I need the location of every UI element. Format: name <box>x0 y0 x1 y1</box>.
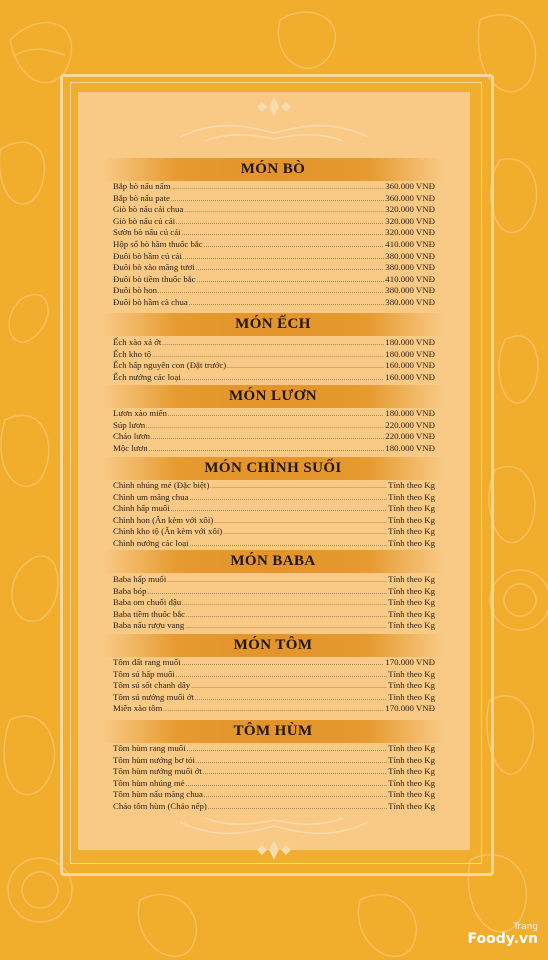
menu-item <box>113 538 435 550</box>
item-price: Tính theo Kg <box>388 766 435 777</box>
item-price: 360.000 VNĐ <box>385 181 435 191</box>
item-name: Giò bò nấu củ cải <box>113 215 176 226</box>
dot-leader <box>189 299 385 311</box>
item-name: Tôm sú sốt chanh dây <box>113 680 191 691</box>
item-price: 180.000 VNĐ <box>385 442 435 453</box>
item-price: 320.000 VNĐ <box>385 215 435 226</box>
item-price: Tính theo Kg <box>388 777 435 788</box>
item-price: Tính theo Kg <box>388 680 435 691</box>
item-name: Tôm hùm nướng muối ớt <box>113 766 202 777</box>
menu-item <box>113 597 435 609</box>
menu-item <box>113 586 435 598</box>
section-header-chinh-suoi <box>103 457 443 480</box>
menu-item <box>113 657 435 669</box>
menu-item <box>113 372 435 384</box>
item-price: 220.000 VNĐ <box>385 419 435 430</box>
item-price: Tính theo Kg <box>388 526 435 537</box>
dot-leader <box>183 253 384 265</box>
section-header-tom <box>103 634 443 657</box>
dot-leader <box>186 611 387 623</box>
top-ornament <box>0 95 548 150</box>
dot-leader <box>190 494 388 506</box>
menu-item <box>113 193 435 205</box>
item-name: Ếch kho tộ <box>113 348 152 359</box>
menu-item <box>113 778 435 790</box>
dot-leader <box>158 287 384 299</box>
dot-leader <box>196 264 385 276</box>
dot-leader <box>176 218 384 230</box>
item-price: Tính theo Kg <box>388 503 435 514</box>
dot-leader <box>187 745 388 757</box>
item-name: Tôm sú hấp muối <box>113 668 175 679</box>
item-price: 410.000 VNĐ <box>385 238 435 249</box>
item-name: Ếch hấp nguyên con (Đặt trước) <box>113 360 227 371</box>
dot-leader <box>191 682 387 694</box>
section-items-baba <box>113 574 435 632</box>
item-price: 160.000 VNĐ <box>385 360 435 371</box>
menu-item <box>113 443 435 455</box>
item-name: Hộp sổ bò hầm thuốc bắc <box>113 238 203 249</box>
item-name: Chình nướng các loại <box>113 537 189 548</box>
item-price: 320.000 VNĐ <box>385 227 435 238</box>
item-price: 380.000 VNĐ <box>385 285 435 296</box>
item-price: Tính theo Kg <box>388 537 435 548</box>
dot-leader <box>185 622 387 634</box>
item-price: Tính theo Kg <box>388 754 435 765</box>
menu-item <box>113 285 435 297</box>
item-name: Chình nhúng mẻ (Đặc biệt) <box>113 480 210 490</box>
item-price: Tính theo Kg <box>388 514 435 525</box>
dot-leader <box>196 757 387 769</box>
item-name: Đuôi bò xào măng tươi <box>113 262 195 273</box>
section-header-luon <box>103 385 443 408</box>
item-price: 320.000 VNĐ <box>385 204 435 215</box>
dot-leader <box>197 276 385 288</box>
item-name: Bắp bò nấu nấm <box>113 181 171 191</box>
watermark-line2: Foody.vn <box>467 931 538 947</box>
dot-leader <box>168 410 384 422</box>
dot-leader <box>227 362 384 374</box>
section-title: MÓN ẾCH <box>235 316 311 332</box>
item-name: Baba nấu rượu vang <box>113 620 185 631</box>
item-name: Baba om chuối đậu <box>113 597 182 608</box>
item-price: 180.000 VNĐ <box>385 348 435 359</box>
item-price: Tính theo Kg <box>388 620 435 631</box>
item-price: Tính theo Kg <box>388 608 435 619</box>
menu-item <box>113 480 435 492</box>
dot-leader <box>146 422 384 434</box>
item-name: Đuôi bò hầm củ cải <box>113 250 182 261</box>
item-price: Tính theo Kg <box>388 574 435 584</box>
menu-item <box>113 526 435 538</box>
item-price: 180.000 VNĐ <box>385 337 435 347</box>
dot-leader <box>182 374 385 386</box>
menu-item <box>113 227 435 239</box>
menu-item <box>113 360 435 372</box>
menu-item <box>113 766 435 778</box>
item-name: Đuôi bò hầm cà chua <box>113 296 188 307</box>
section-title: MÓN TÔM <box>233 637 313 653</box>
item-price: Tính theo Kg <box>388 480 435 490</box>
dot-leader <box>162 339 384 351</box>
section-title: MÓN BÒ <box>240 161 306 177</box>
dot-leader <box>182 599 387 611</box>
dot-leader <box>208 803 387 815</box>
dot-leader <box>184 206 384 218</box>
item-price: 380.000 VNĐ <box>385 296 435 307</box>
item-price: Tính theo Kg <box>388 585 435 596</box>
menu-item <box>113 574 435 586</box>
item-price: Tính theo Kg <box>388 789 435 800</box>
item-price: 180.000 VNĐ <box>385 408 435 418</box>
menu-item <box>113 204 435 216</box>
menu-item <box>113 703 435 715</box>
dot-leader <box>151 433 384 445</box>
section-header-tom-hum <box>103 720 443 743</box>
dot-leader <box>223 528 387 540</box>
item-price: 170.000 VNĐ <box>385 703 435 714</box>
section-header-bo <box>103 158 443 181</box>
menu-item <box>113 755 435 767</box>
item-name: Cháo tôm hùm (Cháo nếp) <box>113 800 207 811</box>
item-price: Tính theo Kg <box>388 743 435 753</box>
menu-item <box>113 692 435 704</box>
item-name: Cháo lươn <box>113 431 151 442</box>
menu-item <box>113 515 435 527</box>
dot-leader <box>186 780 387 792</box>
menu-item <box>113 801 435 813</box>
dot-leader <box>171 195 384 207</box>
section-items-luon <box>113 408 435 454</box>
section-title: TÔM HÙM <box>233 723 313 739</box>
section-items-ech <box>113 337 435 383</box>
dot-leader <box>204 241 385 253</box>
section-items-tom <box>113 657 435 715</box>
item-name: Baba bóp <box>113 585 147 596</box>
dot-leader <box>204 791 387 803</box>
item-name: Tôm hùm nấu măng chua <box>113 789 203 800</box>
section-header-ech <box>103 313 443 336</box>
item-name: Tôm hùm nướng bơ tỏi <box>113 754 196 765</box>
item-name: Mộc lươn <box>113 442 148 453</box>
menu-item <box>113 743 435 755</box>
item-name: Ếch nướng các loại <box>113 371 181 382</box>
menu-item <box>113 216 435 228</box>
watermark-line1: Trang <box>513 922 538 932</box>
item-price: 220.000 VNĐ <box>385 431 435 442</box>
item-name: Tôm đất rang muối <box>113 657 181 667</box>
item-price: Tính theo Kg <box>388 668 435 679</box>
item-price: 170.000 VNĐ <box>385 657 435 667</box>
item-name: Tôm sú nướng muối ớt <box>113 691 195 702</box>
dot-leader <box>171 183 384 195</box>
dot-leader <box>182 659 385 671</box>
menu-item <box>113 431 435 443</box>
item-price: 360.000 VNĐ <box>385 192 435 203</box>
item-name: Tôm hùm rang muối <box>113 743 186 753</box>
item-name: Tôm hùm nhúng mẻ <box>113 777 185 788</box>
item-price: Tính theo Kg <box>388 691 435 702</box>
menu-item <box>113 239 435 251</box>
section-title: MÓN CHÌNH SUỐI <box>204 460 342 476</box>
section-items-tom-hum <box>113 743 435 813</box>
item-name: Súp lươn <box>113 419 146 430</box>
section-header-baba <box>103 550 443 573</box>
item-name: Baba tiềm thuốc bắc <box>113 608 186 619</box>
dot-leader <box>182 229 385 241</box>
menu-item <box>113 789 435 801</box>
menu-item <box>113 492 435 504</box>
item-price: 160.000 VNĐ <box>385 371 435 382</box>
dot-leader <box>210 482 387 494</box>
item-name: Chình hon (Ăn kèm với xôi) <box>113 514 214 525</box>
item-name: Lươn xào miến <box>113 408 167 418</box>
foody-watermark <box>467 923 538 946</box>
item-name: Ếch xào xả ớt <box>113 337 162 347</box>
item-name: Giò bò nấu cải chua <box>113 204 184 215</box>
menu-item <box>113 420 435 432</box>
dot-leader <box>167 576 387 588</box>
menu-item <box>113 349 435 361</box>
bottom-ornament <box>0 812 548 867</box>
item-price: 410.000 VNĐ <box>385 273 435 284</box>
dot-leader <box>214 517 387 529</box>
menu-item <box>113 669 435 681</box>
menu-item <box>113 274 435 286</box>
dot-leader <box>163 705 384 717</box>
section-title: MÓN BABA <box>230 553 316 569</box>
dot-leader <box>149 445 385 457</box>
menu-item <box>113 262 435 274</box>
item-price: Tính theo Kg <box>388 491 435 502</box>
item-name: Đuôi bò hon <box>113 285 157 296</box>
menu-item <box>113 620 435 632</box>
item-name: Baba hấp muối <box>113 574 167 584</box>
item-price: 380.000 VNĐ <box>385 262 435 273</box>
menu-item <box>113 181 435 193</box>
item-name: Miến xào tôm <box>113 703 163 714</box>
item-name: Đuôi bò tiềm thuốc bắc <box>113 273 196 284</box>
menu-item <box>113 297 435 309</box>
section-items-chinh-suoi <box>113 480 435 550</box>
item-name: Chình kho tộ (Ăn kèm với xôi) <box>113 526 223 537</box>
item-price: 380.000 VNĐ <box>385 250 435 261</box>
menu-item <box>113 408 435 420</box>
menu-item <box>113 609 435 621</box>
menu-item <box>113 251 435 263</box>
item-name: Chình hấp muối <box>113 503 170 514</box>
menu-item <box>113 503 435 515</box>
menu-item <box>113 680 435 692</box>
item-name: Chình um măng chua <box>113 491 189 502</box>
dot-leader <box>147 588 387 600</box>
dot-leader <box>195 694 387 706</box>
dot-leader <box>176 671 387 683</box>
item-name: Sườn bò nấu củ cải <box>113 227 181 238</box>
menu-item <box>113 337 435 349</box>
section-title: MÓN LƯƠN <box>228 388 318 404</box>
item-name: Bắp bò nấu pate <box>113 192 170 203</box>
item-price: Tính theo Kg <box>388 800 435 811</box>
dot-leader <box>203 768 387 780</box>
section-items-bo <box>113 181 435 309</box>
item-price: Tính theo Kg <box>388 597 435 608</box>
